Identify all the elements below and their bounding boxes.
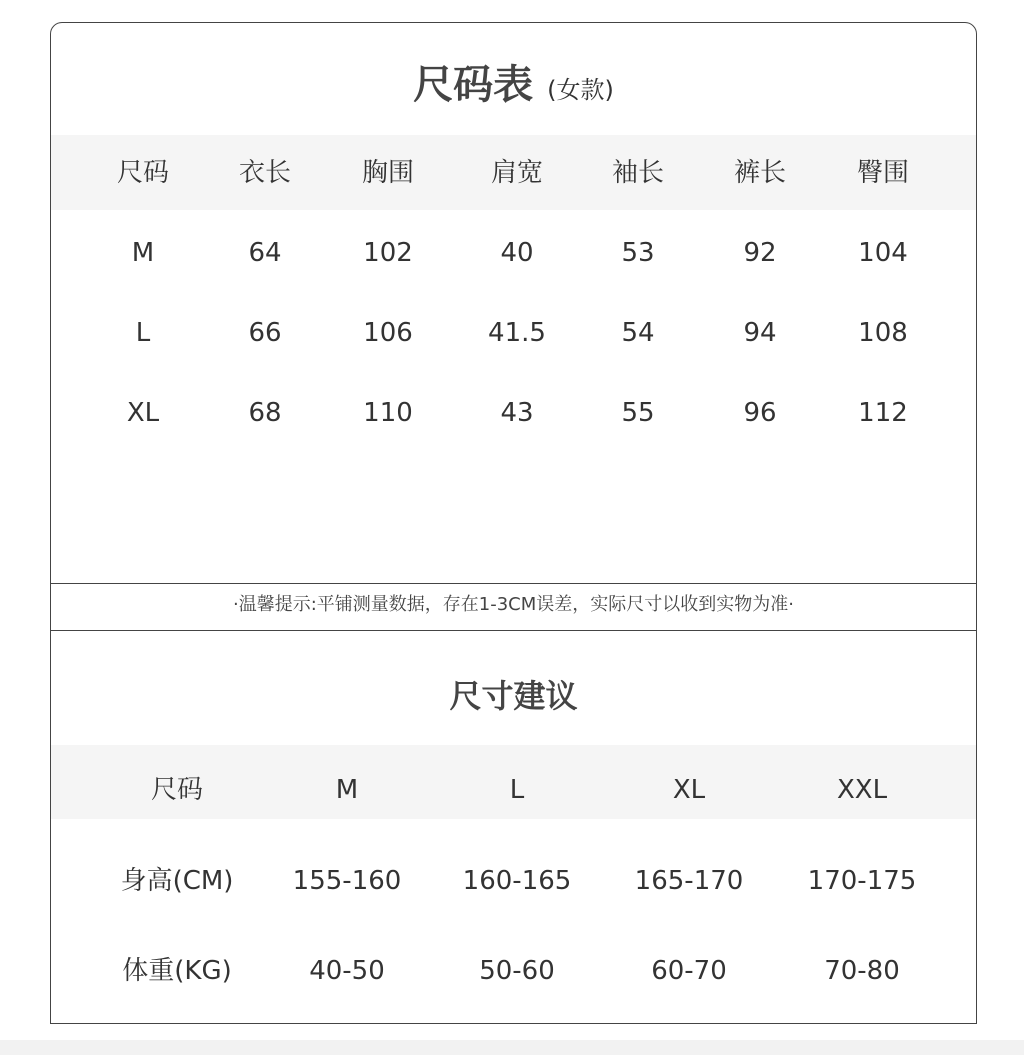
- header-cell: 肩宽: [490, 158, 544, 188]
- size-chart-card: [50, 22, 977, 1024]
- header-cell: 袖长: [611, 158, 665, 188]
- header-cell: XL: [672, 775, 706, 805]
- header-cell: 臀围: [856, 158, 910, 188]
- page-bottom-strip: [0, 1040, 1024, 1055]
- header-cell: L: [509, 775, 525, 805]
- table-cell: 60-70: [651, 956, 727, 986]
- table-row: [51, 313, 976, 353]
- table-cell: 106: [363, 318, 413, 348]
- divider: [51, 630, 976, 631]
- table-cell: 170-175: [807, 866, 917, 896]
- title-text: 尺码表: [413, 62, 534, 108]
- header-row: [51, 770, 976, 810]
- table-cell: 64: [248, 238, 282, 268]
- header-cell: 胸围: [361, 158, 415, 188]
- header-row: [51, 153, 976, 193]
- header-cell: XXL: [836, 775, 888, 805]
- table-cell: 身高(CM): [120, 866, 234, 896]
- table-cell: 160-165: [462, 866, 572, 896]
- table-cell: 41.5: [488, 318, 546, 348]
- table-cell: 165-170: [634, 866, 744, 896]
- header-cell: 尺码: [116, 158, 170, 188]
- table-cell: 66: [248, 318, 282, 348]
- table-cell: 40-50: [309, 956, 385, 986]
- table-cell: 96: [743, 398, 777, 428]
- divider: [51, 583, 976, 584]
- table-cell: 40: [500, 238, 534, 268]
- table-row: [51, 861, 976, 901]
- header-cell: M: [335, 775, 359, 805]
- size-chart-title: [51, 53, 976, 110]
- recommendation-title: 尺寸建议: [449, 677, 578, 715]
- table-cell: 55: [621, 398, 655, 428]
- table-cell: 108: [858, 318, 908, 348]
- table-cell: 94: [743, 318, 777, 348]
- table-cell: 43: [500, 398, 534, 428]
- table-cell: 104: [858, 238, 908, 268]
- table-row: [51, 951, 976, 991]
- table-cell: 110: [363, 398, 413, 428]
- subtitle-text: (女款): [547, 76, 614, 104]
- table-cell: 53: [621, 238, 655, 268]
- table-cell: 体重(KG): [122, 956, 232, 986]
- table-cell: L: [135, 318, 151, 348]
- table-row: [51, 233, 976, 273]
- table-cell: 112: [858, 398, 908, 428]
- table-cell: M: [131, 238, 155, 268]
- table-cell: 68: [248, 398, 282, 428]
- table-cell: 50-60: [479, 956, 555, 986]
- header-cell: 裤长: [733, 158, 787, 188]
- table-cell: 102: [363, 238, 413, 268]
- measurement-tip: ·温馨提示:平铺测量数据，存在1-3CM误差，实际尺寸以收到实物为准·: [232, 594, 794, 615]
- table-row: [51, 393, 976, 433]
- table-cell: XL: [126, 398, 160, 428]
- table-cell: 70-80: [824, 956, 900, 986]
- header-cell: 衣长: [238, 158, 292, 188]
- table-cell: 54: [621, 318, 655, 348]
- table-cell: 92: [743, 238, 777, 268]
- header-cell: 尺码: [150, 775, 204, 805]
- table-cell: 155-160: [292, 866, 402, 896]
